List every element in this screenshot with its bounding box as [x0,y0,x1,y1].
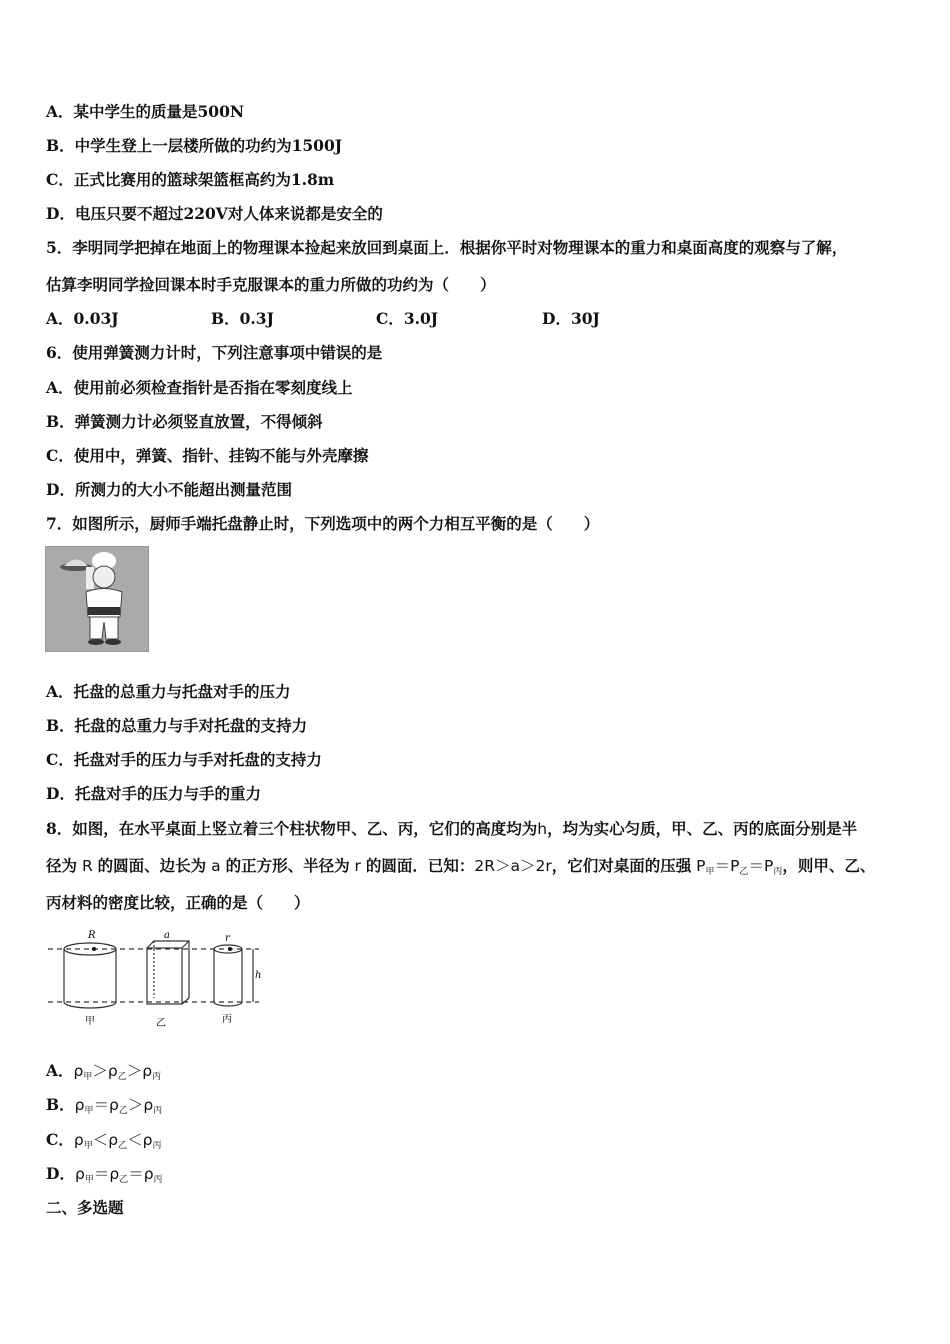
q7-option-b: B．托盘的总重力与手对托盘的支持力 [46,716,308,735]
q5-stem-line2: 估算李明同学捡回课本时手克服课本的重力所做的功约为（ ） [46,275,496,294]
figure-label-jia: 甲 [85,1016,95,1027]
q8-option-b: B．$\rho_甲=\rho_乙>\rho_丙$ [46,1095,163,1116]
q8-stem-line1: 8．如图，在水平桌面上竖立着三个柱状物甲、乙、丙，它们的高度均为h，均为实心匀质，甲、乙、丙的底面分别是半 [46,819,858,838]
q4-option-c: C．正式比赛用的篮球架篮框高约为1.8m [46,170,335,189]
q8-option-a: A．$\rho_甲>\rho_乙>\rho_丙$ [46,1061,162,1082]
q7-option-a: A．托盘的总重力与托盘对手的压力 [46,682,291,701]
q8-option-c: C．$\rho_甲<\rho_乙<\rho_丙$ [46,1130,162,1151]
q6-option-c: C．使用中，弹簧、指针、挂钩不能与外壳摩擦 [46,446,369,465]
q4-option-d: D．电压只要不超过220V对人体来说都是安全的 [46,204,383,223]
chef-image [45,546,149,652]
q8-option-d: D．$\rho_甲=\rho_乙=\rho_丙$ [46,1164,163,1185]
q6-stem: 6．使用弹簧测力计时，下列注意事项中错误的是 [46,343,383,362]
q7-option-c: C．托盘对手的压力与手对托盘的支持力 [46,750,322,769]
q7-option-d: D．托盘对手的压力与手的重力 [46,784,261,803]
figure-label-bing: 丙 [222,1014,232,1025]
q8-stem-line3: 丙材料的密度比较，正确的是（ ） [46,893,310,912]
q7-stem: 7．如图所示，厨师手端托盘静止时，下列选项中的两个力相互平衡的是（ ） [46,514,600,533]
figure-label-R: R [88,930,96,941]
q5-stem-line1: 5．李明同学把掉在地面上的物理课本捡起来放回到桌面上．根据你平时对物理课本的重力和桌面高度的观察与了解， [46,238,848,257]
q8-stem-line2: 径为 R 的圆面、边长为 a 的正方形、半径为 r 的圆面．已知：2R＞a＞2r，它们对桌面的压强 $P_甲=P_乙=P_丙$，则甲、乙、 [46,856,876,877]
figure-label-yi: 乙 [156,1018,166,1029]
q6-option-b: B．弹簧测力计必须竖直放置，不得倾斜 [46,412,323,431]
q5-option-a: A．0.03J [46,309,119,328]
section-heading-multiple-choice: 二、多选题 [46,1198,124,1217]
q6-option-d: D．所测力的大小不能超出测量范围 [46,480,292,499]
chef-holding-tray-illustration [46,547,148,651]
q6-option-a: A．使用前必须检查指针是否指在零刻度线上 [46,378,353,397]
figure-label-h: h [255,970,262,981]
figure-label-a: a [164,930,170,941]
q4-option-a: A．某中学生的质量是500N [46,102,245,121]
q4-option-b: B．中学生登上一层楼所做的功约为1500J [46,136,343,155]
q5-option-b: B．0.3J [211,309,274,328]
q5-option-d: D．30J [542,309,600,328]
q5-option-c: C．3.0J [376,309,439,328]
figure-label-r: r [225,933,230,944]
q8-cylinders-figure [44,926,274,1034]
